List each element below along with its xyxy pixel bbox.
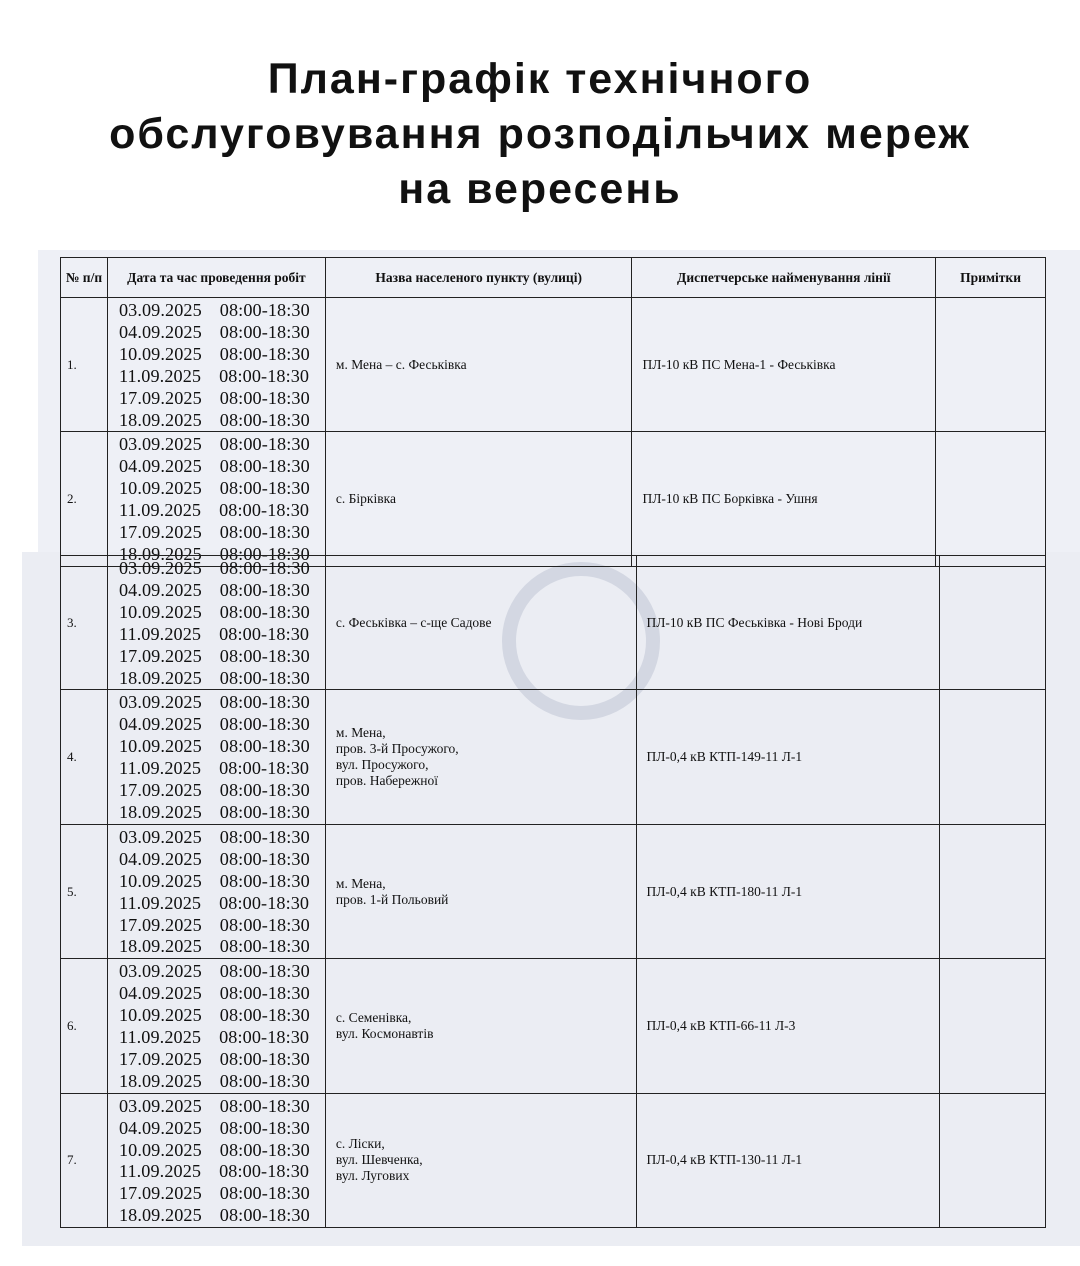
work-date: 17.09.2025 xyxy=(118,1048,202,1069)
dispatch-line-name: ПЛ-0,4 кВ КТП-149-11 Л-1 xyxy=(636,690,940,824)
work-time: 08:00-18:30 xyxy=(219,961,310,982)
date-time-entry xyxy=(108,758,325,780)
row-number: 3. xyxy=(61,556,108,690)
date-time-entry xyxy=(108,1205,325,1227)
work-date: 10.09.2025 xyxy=(118,1005,202,1026)
work-time: 08:00-18:30 xyxy=(219,780,310,801)
date-time-entry xyxy=(108,849,325,871)
date-time-entry xyxy=(108,522,325,544)
date-time-entry xyxy=(108,893,325,915)
work-time: 08:00-18:30 xyxy=(219,1070,310,1091)
date-time-entry xyxy=(108,646,325,668)
work-date: 18.09.2025 xyxy=(118,1070,202,1091)
place-line: с. Феськівка – с-ще Садове xyxy=(335,614,492,630)
title-line-2: обслуговування розподільчих мереж xyxy=(109,110,971,158)
dispatch-line-name: ПЛ-10 кВ ПС Феськівка - Нові Броди xyxy=(636,556,940,690)
work-time: 08:00-18:30 xyxy=(219,1139,310,1160)
date-time-entry xyxy=(108,961,325,983)
place-line: вул. Просужого, xyxy=(335,757,429,773)
work-time: 08:00-18:30 xyxy=(219,601,310,622)
work-time: 08:00-18:30 xyxy=(219,456,310,477)
work-time: 08:00-18:30 xyxy=(219,848,310,869)
table-row xyxy=(61,824,1046,958)
work-time: 08:00-18:30 xyxy=(219,343,310,364)
row-number: 4. xyxy=(61,690,108,824)
header-date: Дата та час проведення робіт xyxy=(107,258,325,298)
work-date: 10.09.2025 xyxy=(118,601,202,622)
work-date: 10.09.2025 xyxy=(118,343,202,364)
schedule-table-part-1 xyxy=(60,257,1046,567)
note-cell xyxy=(936,432,1046,566)
date-time-entry xyxy=(108,602,325,624)
note-cell xyxy=(940,824,1046,958)
work-date: 18.09.2025 xyxy=(118,409,202,430)
date-time-entry xyxy=(108,1118,325,1140)
date-time-entry xyxy=(108,915,325,937)
work-time: 08:00-18:30 xyxy=(219,300,310,320)
date-time-entry xyxy=(108,802,325,824)
work-date: 04.09.2025 xyxy=(118,848,202,869)
work-date: 11.09.2025 xyxy=(118,758,202,779)
work-time: 08:00-18:30 xyxy=(219,1048,310,1069)
dispatch-line-name: ПЛ-10 кВ ПС Борківка - Ушня xyxy=(632,432,936,566)
date-time-cell xyxy=(107,556,325,690)
note-cell xyxy=(940,959,1046,1093)
work-time: 08:00-18:30 xyxy=(219,478,310,499)
work-date: 03.09.2025 xyxy=(118,961,202,982)
work-date: 10.09.2025 xyxy=(118,870,202,891)
header-line: Диспетчерське найменування лінії xyxy=(632,258,936,298)
date-time-entry xyxy=(108,1027,325,1049)
table-header-row xyxy=(61,258,1046,298)
table-row xyxy=(61,1093,1046,1227)
work-time: 08:00-18:30 xyxy=(219,387,310,408)
date-time-entry xyxy=(108,1161,325,1183)
dispatch-line-name: ПЛ-0,4 кВ КТП-180-11 Л-1 xyxy=(636,824,940,958)
work-date: 17.09.2025 xyxy=(118,914,202,935)
date-time-cell xyxy=(107,959,325,1093)
work-time: 08:00-18:30 xyxy=(219,365,310,386)
date-time-entry xyxy=(108,322,325,344)
date-time-entry xyxy=(108,736,325,758)
title-line-1: План-графік технічного xyxy=(267,55,813,103)
date-time-cell xyxy=(107,432,325,566)
schedule-table-part-2 xyxy=(60,555,1046,1228)
date-time-entry xyxy=(108,1096,325,1118)
work-date: 17.09.2025 xyxy=(118,645,202,666)
header-note: Примітки xyxy=(936,258,1046,298)
work-time: 08:00-18:30 xyxy=(219,645,310,666)
date-time-cell xyxy=(107,690,325,824)
work-date: 18.09.2025 xyxy=(118,667,202,688)
work-time: 08:00-18:30 xyxy=(219,623,310,644)
work-date: 17.09.2025 xyxy=(118,1183,202,1204)
work-time: 08:00-18:30 xyxy=(219,936,310,957)
row-number: 2. xyxy=(61,432,108,566)
work-time: 08:00-18:30 xyxy=(219,692,310,713)
table-row xyxy=(61,959,1046,1093)
date-time-entry xyxy=(108,1071,325,1093)
work-date: 03.09.2025 xyxy=(118,558,202,578)
work-time: 08:00-18:30 xyxy=(219,434,310,455)
date-time-entry xyxy=(108,478,325,500)
place-line: вул. Шевченка, xyxy=(335,1152,423,1168)
date-time-entry xyxy=(108,780,325,802)
table-row xyxy=(61,298,1046,432)
note-cell xyxy=(940,1093,1046,1227)
work-time: 08:00-18:30 xyxy=(219,1183,310,1204)
date-time-entry xyxy=(108,388,325,410)
place-line: с. Ліски, xyxy=(335,1136,385,1152)
work-date: 03.09.2025 xyxy=(118,300,202,320)
date-time-entry xyxy=(108,456,325,478)
work-time: 08:00-18:30 xyxy=(219,714,310,735)
work-time: 08:00-18:30 xyxy=(219,579,310,600)
work-date: 17.09.2025 xyxy=(118,522,202,543)
work-date: 04.09.2025 xyxy=(118,321,202,342)
place-cell xyxy=(325,690,636,824)
work-time: 08:00-18:30 xyxy=(219,736,310,757)
work-time: 08:00-18:30 xyxy=(219,826,310,847)
date-time-cell xyxy=(107,824,325,958)
work-date: 10.09.2025 xyxy=(118,1139,202,1160)
work-date: 11.09.2025 xyxy=(118,1161,202,1182)
date-time-entry xyxy=(108,410,325,432)
row-number: 1. xyxy=(61,298,108,432)
work-date: 11.09.2025 xyxy=(118,1027,202,1048)
date-time-entry xyxy=(108,827,325,849)
work-date: 18.09.2025 xyxy=(118,801,202,822)
place-line: с. Бірківка xyxy=(335,491,396,507)
place-cell xyxy=(325,556,636,690)
work-date: 03.09.2025 xyxy=(118,826,202,847)
date-time-entry xyxy=(108,558,325,580)
place-cell xyxy=(325,824,636,958)
place-line: м. Мена – с. Феськівка xyxy=(335,356,467,372)
work-time: 08:00-18:30 xyxy=(219,983,310,1004)
date-time-entry xyxy=(108,1140,325,1162)
work-date: 17.09.2025 xyxy=(118,780,202,801)
work-time: 08:00-18:30 xyxy=(219,1027,310,1048)
work-time: 08:00-18:30 xyxy=(219,409,310,430)
place-line: м. Мена, xyxy=(335,725,386,741)
place-cell xyxy=(325,298,632,432)
place-cell xyxy=(325,1093,636,1227)
place-line: м. Мена, xyxy=(335,875,386,891)
row-number: 5. xyxy=(61,824,108,958)
date-time-entry xyxy=(108,344,325,366)
work-date: 11.09.2025 xyxy=(118,623,202,644)
place-line: вул. Лугових xyxy=(335,1168,410,1184)
work-date: 04.09.2025 xyxy=(118,714,202,735)
work-date: 03.09.2025 xyxy=(118,434,202,455)
dispatch-line-name: ПЛ-10 кВ ПС Мена-1 - Феськівка xyxy=(632,298,936,432)
work-time: 08:00-18:30 xyxy=(219,522,310,543)
date-time-entry xyxy=(108,1183,325,1205)
work-time: 08:00-18:30 xyxy=(219,543,310,564)
work-time: 08:00-18:30 xyxy=(219,758,310,779)
work-time: 08:00-18:30 xyxy=(219,500,310,521)
note-cell xyxy=(936,298,1046,432)
place-line: пров. 1-й Польовий xyxy=(335,891,449,907)
place-line: с. Семенівка, xyxy=(335,1010,412,1026)
date-time-entry xyxy=(108,300,325,322)
work-date: 10.09.2025 xyxy=(118,736,202,757)
work-time: 08:00-18:30 xyxy=(219,1095,310,1116)
work-time: 08:00-18:30 xyxy=(219,914,310,935)
work-time: 08:00-18:30 xyxy=(219,1005,310,1026)
header-num: № п/п xyxy=(61,258,108,298)
date-time-entry xyxy=(108,668,325,690)
work-date: 11.09.2025 xyxy=(118,500,202,521)
place-line: вул. Космонавтів xyxy=(335,1026,434,1042)
work-date: 11.09.2025 xyxy=(118,892,202,913)
date-time-entry xyxy=(108,936,325,958)
date-time-entry xyxy=(108,692,325,714)
note-cell xyxy=(940,690,1046,824)
place-line: пров. 3-й Просужого, xyxy=(335,741,459,757)
work-time: 08:00-18:30 xyxy=(219,1205,310,1226)
date-time-entry xyxy=(108,1049,325,1071)
work-date: 04.09.2025 xyxy=(118,456,202,477)
work-date: 18.09.2025 xyxy=(118,543,202,564)
row-number: 6. xyxy=(61,959,108,1093)
date-time-entry xyxy=(108,580,325,602)
date-time-entry xyxy=(108,1005,325,1027)
work-time: 08:00-18:30 xyxy=(219,801,310,822)
date-time-entry xyxy=(108,714,325,736)
header-place: Назва населеного пункту (вулиці) xyxy=(325,258,632,298)
place-line: пров. Набережної xyxy=(335,773,438,789)
dispatch-line-name: ПЛ-0,4 кВ КТП-130-11 Л-1 xyxy=(636,1093,940,1227)
work-time: 08:00-18:30 xyxy=(219,1161,310,1182)
date-time-entry xyxy=(108,434,325,456)
work-date: 04.09.2025 xyxy=(118,983,202,1004)
work-date: 18.09.2025 xyxy=(118,1205,202,1226)
work-date: 03.09.2025 xyxy=(118,692,202,713)
date-time-entry xyxy=(108,500,325,522)
work-date: 03.09.2025 xyxy=(118,1095,202,1116)
note-cell xyxy=(940,556,1046,690)
work-date: 17.09.2025 xyxy=(118,387,202,408)
work-time: 08:00-18:30 xyxy=(219,870,310,891)
date-time-entry xyxy=(108,624,325,646)
place-cell xyxy=(325,432,632,566)
work-date: 11.09.2025 xyxy=(118,365,202,386)
table-row xyxy=(61,432,1046,566)
dispatch-line-name: ПЛ-0,4 кВ КТП-66-11 Л-3 xyxy=(636,959,940,1093)
work-time: 08:00-18:30 xyxy=(219,558,310,578)
table-row xyxy=(61,690,1046,824)
date-time-cell xyxy=(107,1093,325,1227)
row-number: 7. xyxy=(61,1093,108,1227)
page-title xyxy=(40,52,1040,217)
work-time: 08:00-18:30 xyxy=(219,667,310,688)
work-date: 18.09.2025 xyxy=(118,936,202,957)
work-time: 08:00-18:30 xyxy=(219,892,310,913)
title-line-3: на вересень xyxy=(398,165,682,213)
date-time-entry xyxy=(108,983,325,1005)
work-time: 08:00-18:30 xyxy=(219,1117,310,1138)
date-time-entry xyxy=(108,871,325,893)
place-cell xyxy=(325,959,636,1093)
work-time: 08:00-18:30 xyxy=(219,321,310,342)
work-date: 04.09.2025 xyxy=(118,1117,202,1138)
work-date: 10.09.2025 xyxy=(118,478,202,499)
work-date: 04.09.2025 xyxy=(118,579,202,600)
date-time-cell xyxy=(107,298,325,432)
table-row xyxy=(61,556,1046,690)
date-time-entry xyxy=(108,366,325,388)
